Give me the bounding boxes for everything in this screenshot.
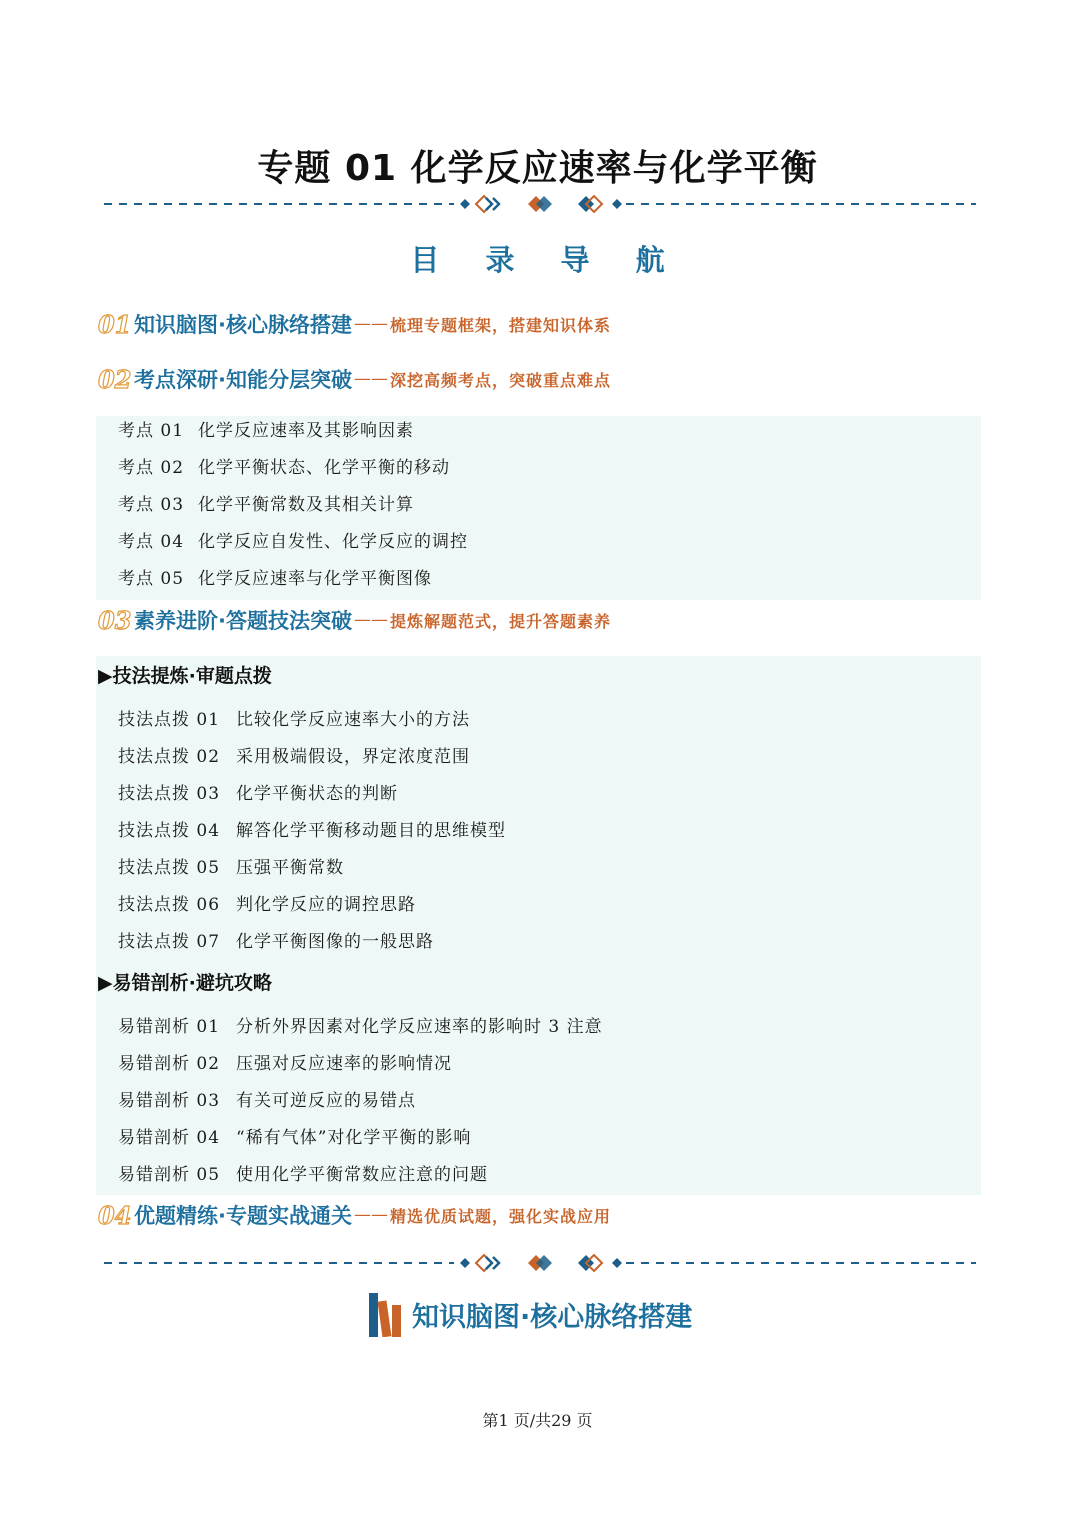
item-label: 技法点拨 03 xyxy=(118,784,221,804)
section-dash: —— xyxy=(353,369,388,389)
item-text: 化学平衡图像的一般思路 xyxy=(236,932,434,952)
skills-panel xyxy=(96,656,981,1195)
item-text: 化学平衡常数及其相关计算 xyxy=(198,495,414,515)
item-label: 技法点拨 01 xyxy=(118,710,221,730)
section-title: 考点深研·知能分层突破 xyxy=(134,368,352,392)
ornament-divider-top xyxy=(104,194,976,214)
section-dash: —— xyxy=(353,610,388,630)
toc-item-yicuo-05[interactable] xyxy=(118,1160,488,1185)
section-banner xyxy=(368,1290,692,1338)
section-subtitle: 提炼解题范式，提升答题素养 xyxy=(389,611,611,631)
item-text: “稀有气体”对化学平衡的影响 xyxy=(236,1128,472,1148)
item-label: 易错剖析 05 xyxy=(118,1165,221,1185)
section-subtitle: 深挖高频考点，突破重点难点 xyxy=(389,370,611,390)
section-title: 知识脑图·核心脉络搭建 xyxy=(134,313,352,337)
item-text: 压强对反应速率的影响情况 xyxy=(236,1054,452,1074)
group-heading-yicuo: ▶易错剖析·避坑攻略 xyxy=(98,972,272,994)
toc-item-jifa-05[interactable] xyxy=(118,853,344,878)
section-dash: —— xyxy=(353,1205,388,1225)
section-title: 优题精练·专题实战通关 xyxy=(134,1204,352,1228)
item-label: 易错剖析 02 xyxy=(118,1054,221,1074)
item-label: 易错剖析 01 xyxy=(118,1017,221,1037)
item-label: 考点 03 xyxy=(118,495,185,515)
toc-item-kaodian-03[interactable] xyxy=(118,490,414,515)
item-text: 解答化学平衡移动题目的思维模型 xyxy=(236,821,506,841)
item-text: 比较化学反应速率大小的方法 xyxy=(236,710,470,730)
group-heading-jifa: ▶技法提炼·审题点拨 xyxy=(98,665,272,687)
toc-item-kaodian-04[interactable] xyxy=(118,527,468,552)
toc-item-kaodian-02[interactable] xyxy=(118,453,450,478)
item-label: 易错剖析 03 xyxy=(118,1091,221,1111)
toc-section-03[interactable] xyxy=(98,603,611,637)
toc-item-jifa-01[interactable] xyxy=(118,705,470,730)
toc-item-yicuo-03[interactable] xyxy=(118,1086,416,1111)
item-text: 采用极端假设，界定浓度范围 xyxy=(236,747,470,767)
toc-item-yicuo-01[interactable] xyxy=(118,1012,603,1037)
item-text: 化学反应自发性、化学反应的调控 xyxy=(198,532,468,552)
item-text: 化学平衡状态、化学平衡的移动 xyxy=(198,458,450,478)
toc-item-kaodian-01[interactable] xyxy=(118,416,414,441)
document-title: 专题 01 化学反应速率与化学平衡 xyxy=(257,148,818,189)
page-number: 第1 页/共29 页 xyxy=(482,1411,593,1430)
item-label: 技法点拨 04 xyxy=(118,821,221,841)
item-label: 技法点拨 07 xyxy=(118,932,221,952)
toc-item-jifa-04[interactable] xyxy=(118,816,506,841)
item-label: 考点 01 xyxy=(118,421,185,441)
section-subtitle: 精选优质试题，强化实战应用 xyxy=(389,1206,611,1226)
section-number: 04 xyxy=(98,1200,132,1230)
item-text: 压强平衡常数 xyxy=(236,858,344,878)
item-text: 使用化学平衡常数应注意的问题 xyxy=(236,1165,488,1185)
section-title: 素养进阶·答题技法突破 xyxy=(134,609,352,633)
banner-title: 知识脑图·核心脉络搭建 xyxy=(412,1301,693,1333)
toc-section-01[interactable] xyxy=(98,307,611,341)
section-dash: —— xyxy=(353,314,388,334)
section-number: 02 xyxy=(98,364,132,394)
item-text: 分析外界因素对化学反应速率的影响时 3 注意 xyxy=(236,1017,603,1037)
toc-item-jifa-07[interactable] xyxy=(118,927,434,952)
toc-heading: 目 录 导 航 xyxy=(410,243,683,277)
item-text: 化学平衡状态的判断 xyxy=(236,784,398,804)
item-label: 易错剖析 04 xyxy=(118,1128,221,1148)
item-label: 考点 02 xyxy=(118,458,185,478)
section-number: 03 xyxy=(98,605,132,635)
toc-section-04[interactable] xyxy=(98,1198,611,1232)
toc-item-kaodian-05[interactable] xyxy=(118,564,432,589)
item-text: 有关可逆反应的易错点 xyxy=(236,1091,416,1111)
item-label: 考点 05 xyxy=(118,569,185,589)
section-subtitle: 梳理专题框架，搭建知识体系 xyxy=(389,315,611,335)
ornament-divider-bottom xyxy=(104,1253,976,1273)
item-text: 判化学反应的调控思路 xyxy=(236,895,416,915)
toc-item-yicuo-04[interactable] xyxy=(118,1123,471,1148)
toc-item-jifa-06[interactable] xyxy=(118,890,416,915)
item-text: 化学反应速率与化学平衡图像 xyxy=(198,569,432,589)
books-icon xyxy=(368,1291,406,1337)
item-label: 考点 04 xyxy=(118,532,185,552)
item-text: 化学反应速率及其影响因素 xyxy=(198,421,414,441)
item-label: 技法点拨 06 xyxy=(118,895,221,915)
item-label: 技法点拨 02 xyxy=(118,747,221,767)
toc-item-jifa-02[interactable] xyxy=(118,742,470,767)
item-label: 技法点拨 05 xyxy=(118,858,221,878)
toc-item-jifa-03[interactable] xyxy=(118,779,398,804)
toc-section-02[interactable] xyxy=(98,362,611,396)
toc-item-yicuo-02[interactable] xyxy=(118,1049,452,1074)
section-number: 01 xyxy=(98,309,132,339)
